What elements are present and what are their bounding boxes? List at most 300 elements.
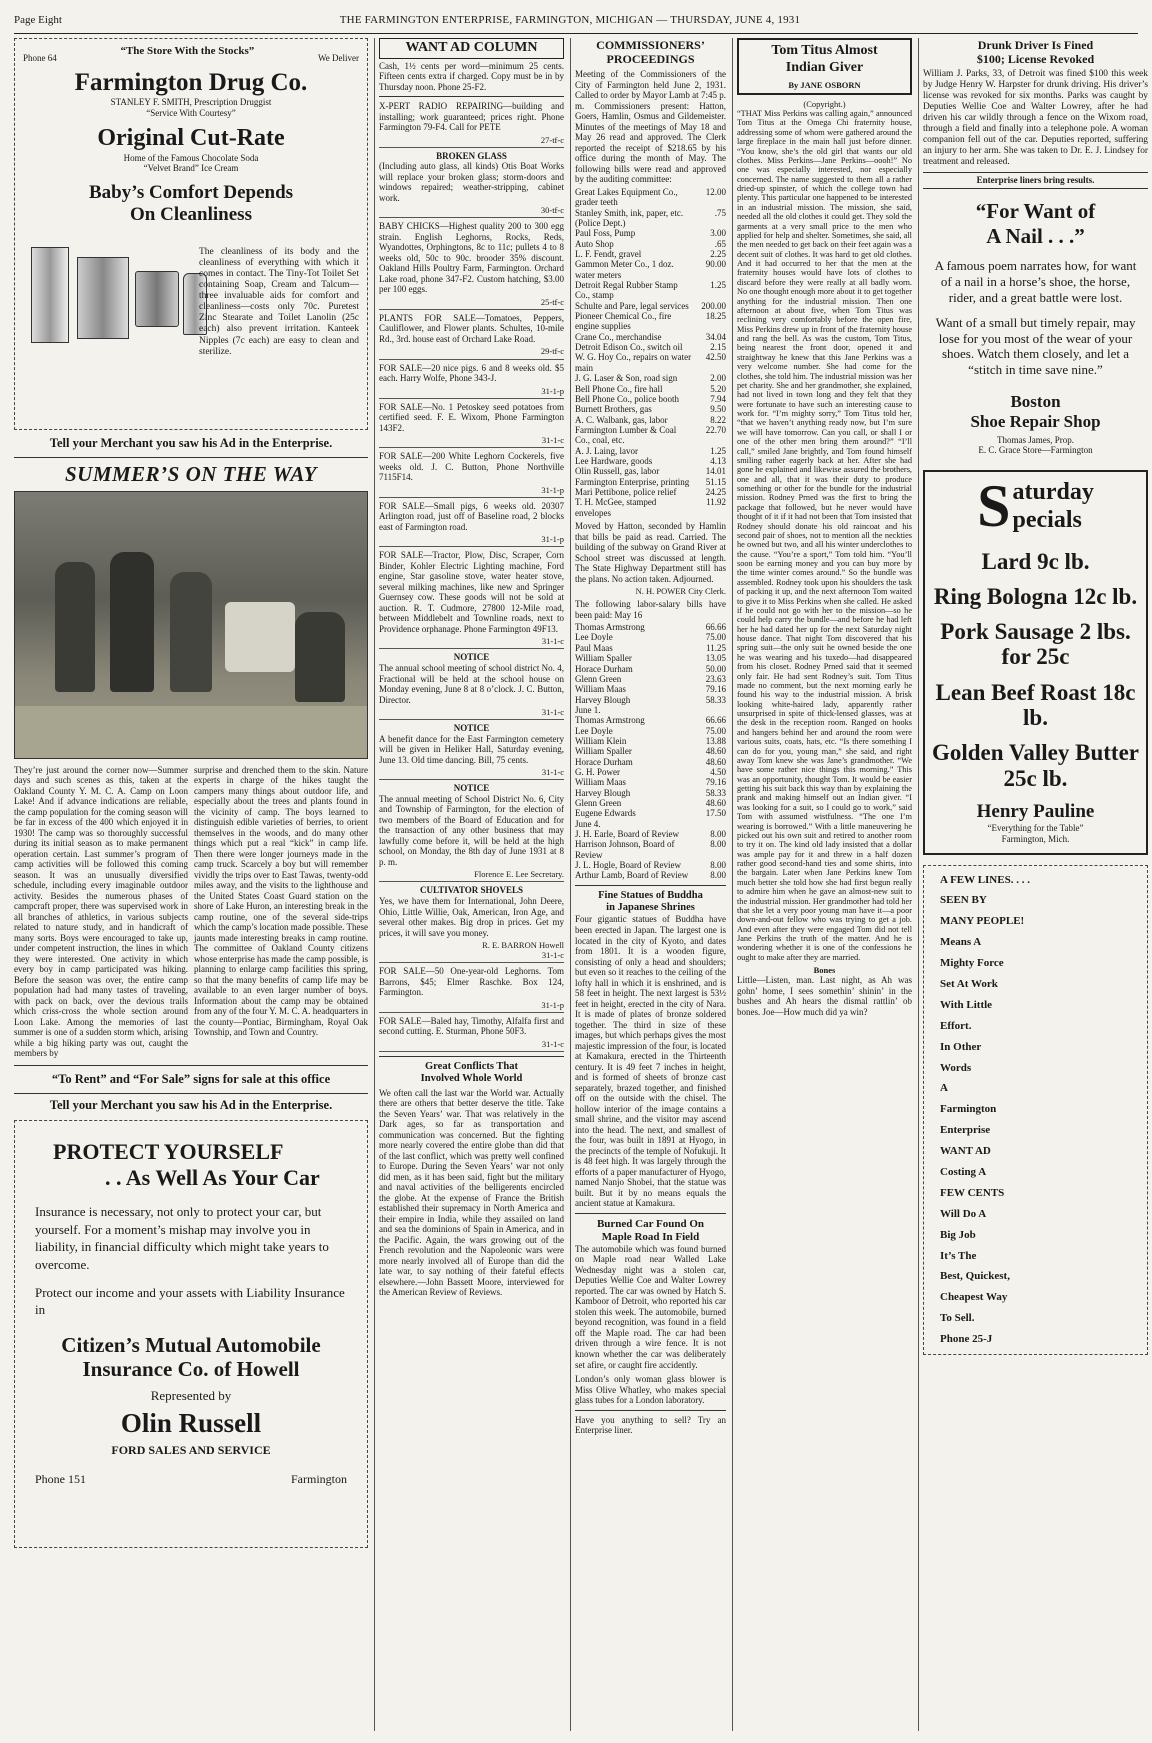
column-2-want-ads [374, 38, 564, 1731]
insurance-body-1: Insurance is necessary, not only to protect your car, but yourself. For a moment’s mishap may involve you in liability, in financial difficulty which might take years to overcome. [35, 1204, 329, 1272]
want-ad-code: 31-1-c [541, 636, 564, 647]
specials-title-2: pecials [1012, 507, 1082, 534]
ledger-row [575, 311, 726, 332]
bones-body: Little—Listen, man. Last night, as Ah was gohn’ home, I sees somethin’ shinin’ in the bushes and Ah hears the dismal rattlin’ ob bones. Joe—How much did ya win? [737, 975, 912, 1017]
drug-phone: Phone 64 [23, 53, 57, 63]
insurance-agent: Olin Russell [120, 1407, 262, 1438]
want-ad-item [379, 363, 564, 399]
ledger-item: Glenn Green [575, 797, 622, 808]
ledger-item: Crane Co., merchandise [575, 331, 662, 342]
ledger-row [575, 622, 726, 632]
ledger-item: L. F. Fendt, gravel [575, 249, 642, 260]
ledger-item: J. L. Hogle, Board of Review [575, 860, 681, 871]
toilet-set-box-image [77, 257, 129, 339]
insurance-rep: Represented by [150, 1388, 232, 1404]
ledger-row [575, 674, 726, 684]
ledger-amount: 7.94 [710, 393, 726, 404]
special-list [929, 549, 1142, 791]
ledger-row [575, 798, 726, 808]
drug-store-name: Farmington Drug Co. [74, 68, 308, 96]
want-ad-item [379, 221, 564, 310]
ledger-amount: 13.05 [705, 653, 726, 664]
drug-body: The cleanliness of its body and the cleanliness of everything with which it comes in contact. The Tiny-Tot Toilet Set containing Soap, Cream and Talcum—three invaluable aids for comfort and cleanliness—costs only 70c. Puretest Zinc Stearate and Toilet Lanolin (25c each) also prevent irritation. Kanteek Nipples (7c each) are easy to clean and sterilize. [199, 246, 359, 357]
ledger-row [575, 705, 726, 715]
ledger-amount: 9.50 [710, 404, 726, 415]
ledger-item: Detroit Edison Co., switch oil [575, 342, 683, 353]
ledger-item: Paul Maas [575, 642, 613, 653]
few-lines-item: WANT AD [940, 1145, 991, 1158]
summer-feature [14, 462, 368, 1061]
few-lines-item: Costing A [940, 1166, 987, 1179]
ledger-row [575, 788, 726, 798]
ledger-item: Great Lakes Equipment Co., grader teeth [575, 186, 678, 208]
page-number: Page Eight [14, 14, 62, 27]
drunk-driver-article [923, 38, 1148, 189]
insurance-headline-2: . . As Well As Your Car [105, 1165, 320, 1191]
ledger-row [575, 208, 726, 229]
ledger-row [575, 726, 726, 736]
want-ad-text: BABY CHICKS—Highest quality 200 to 300 egg strain. English Leghorns, Rocks, Reds, Wyandottes, Orphingtons, 8c to 11c; pullets 4 to 8 weeks old, 50c to 90c. brooder 35% discount. Oakland Hills Poultry Farm, Farmington. Orchard Lake road, phone 347-F2. Custom hatching, $3.00 per 100 eggs. [379, 221, 564, 295]
ledger-item: William Maas [575, 777, 626, 788]
ledger-row [575, 767, 726, 777]
want-ad-head: CULTIVATOR SHOVELS [420, 885, 523, 896]
want-ad-head: NOTICE [453, 723, 490, 734]
ledger-row [575, 373, 726, 383]
buddha-article [575, 890, 726, 1209]
ledger-item: Schulte and Pare, legal services [575, 300, 689, 311]
few-lines-item: Will Do A [940, 1207, 987, 1220]
drug-cut-rate: Original Cut-Rate [97, 125, 285, 152]
drug-tagline: “The Store With the Stocks” [120, 45, 255, 57]
ledger-amount: 8.00 [710, 870, 726, 881]
drug-motto: “Service With Courtesy” [146, 107, 236, 118]
want-ad-text: The annual meeting of School District No. 6, City and Township of Farmington, for the election of two members of the Board of Education and for the transaction of any other business that may lawfully come before it, will be held at the high school, on Monday, the 8th day of June 1931 at 8 p. m. [379, 793, 564, 867]
ledger-row [575, 746, 726, 756]
want-ad-code: 31-1-c [541, 707, 564, 718]
ledger-row [575, 394, 726, 404]
insurance-town: Farmington [291, 1471, 347, 1486]
nail-title-2: A Nail . . .” [986, 223, 1085, 248]
want-ad-text: Yes, we have them for International, John Deere, Ohio, Little Willie, Oak, American, Iron Age, and several other makes. Big drop in prices. Get my prices, it will save you money. [379, 896, 564, 938]
few-lines-item: In Other [940, 1040, 982, 1053]
ledger-amount: 8.00 [710, 829, 726, 839]
ledger-item: J. G. Laser & Son, road sign [575, 373, 678, 384]
nail-body-2: Want of a small but timely repair, may lose for you most of the wear of your shoes. Watch them closely, and let a “stitch in time save nine.” [935, 315, 1136, 378]
drug-store-ad [14, 38, 368, 430]
insurance-phone: Phone 151 [35, 1471, 86, 1486]
ledger-row [575, 228, 726, 238]
want-ad-code: 27-tf-c [540, 134, 564, 145]
want-ad-item [379, 1016, 564, 1052]
want-ad-code: 29-tf-c [540, 346, 564, 357]
drug-headline-1: Baby’s Comfort Depends [88, 181, 294, 203]
want-ad-head: BROKEN GLASS [436, 150, 507, 161]
special-item: Lean Beef Roast 18c lb. [935, 679, 1136, 731]
ledger-amount: 13.88 [705, 735, 726, 746]
want-ad-code: 31-1-c [541, 1038, 564, 1049]
ledger-amount: 5.20 [710, 383, 726, 394]
masthead [14, 12, 1138, 34]
ledger-amount: 66.66 [705, 715, 726, 726]
ledger-row [575, 695, 726, 705]
want-ad-rates: Cash, 1½ cents per word—minimum 25 cents. Fifteen cents extra if charged. Copy must be in by Thursday noon. Phone 25-F2. [379, 60, 564, 92]
ledger-amount: 18.25 [705, 311, 726, 322]
bill-list [575, 187, 726, 518]
ledger-item: Lee Doyle [575, 632, 613, 643]
drunk-body: William J. Parks, 33, of Detroit was fined $100 this week by Judge Henry W. Harpster for drunk driving. His driver’s license was revoked for six months. Parks was caught by Deputies Wellie Coe and Walter Lowrey, after he had driven his car wildly through a fence on the Wixom road, through a field and finally into a telephone pole. A woman companion fell out of the car. Deputies reported, suffering an injury to her arm. She was taken to Dr. E. J. Lindsey for treatment and released. [923, 69, 1148, 168]
ledger-row [575, 664, 726, 674]
want-ad-head: NOTICE [453, 783, 490, 794]
burned-car-article [575, 1218, 726, 1436]
ledger-row [575, 352, 726, 373]
ledger-amount: 12.00 [705, 186, 726, 197]
story-byline: By JANE OSBORN [788, 80, 861, 91]
few-lines-item: Effort. [940, 1019, 972, 1032]
ledger-amount: 8.22 [710, 414, 726, 425]
ledger-amount: 58.33 [705, 694, 726, 705]
shop-name-2: Shoe Repair Shop [970, 411, 1101, 431]
ledger-item: Olin Russell, gas, labor [575, 466, 660, 477]
few-lines-item: A FEW LINES. . . . [940, 873, 1030, 886]
ledger-row [575, 715, 726, 725]
ledger-item: Detroit Regal Rubber Stamp Co., stamp [575, 280, 678, 301]
commissioners-sign: N. H. POWER City Clerk. [635, 586, 726, 597]
ledger-item: Mari Pettibone, police relief [575, 486, 677, 497]
ledger-item: Lee Hardware, goods [575, 455, 653, 466]
liners-note: Enterprise liners bring results. [923, 172, 1148, 189]
want-ad-code: 31-1-c [541, 767, 564, 778]
ledger-amount: 4.50 [710, 766, 726, 777]
ledger-amount: 42.50 [705, 352, 726, 363]
soap-tin-image [135, 271, 179, 327]
ledger-item: Auto Shop [575, 238, 614, 249]
ledger-amount: 2.15 [710, 342, 726, 353]
ledger-item: Harvey Blough [575, 694, 631, 705]
saturday-specials-ad [923, 470, 1148, 855]
ledger-row [575, 466, 726, 476]
ledger-amount: 48.60 [705, 797, 726, 808]
want-ad-item [379, 151, 564, 219]
want-ad-text: FOR SALE—Small pigs, 6 weeks old. 20307 Arlington road, just off of Baseline road, 2 blocks east of Farmington road. [379, 500, 564, 532]
ledger-amount: 23.63 [705, 673, 726, 684]
ledger-amount: 48.60 [705, 756, 726, 767]
ledger-row [575, 477, 726, 487]
drunk-title-1: Drunk Driver Is Fined [977, 38, 1094, 52]
ledger-item: A. J. Laing, lavor [575, 445, 638, 456]
shoe-repair-ad [923, 199, 1148, 456]
few-lines-item: MANY PEOPLE! [940, 915, 1025, 928]
ledger-item: Arthur Lamb, Board of Review [575, 870, 689, 881]
specials-drop-cap: S [977, 473, 1011, 540]
ledger-row [575, 777, 726, 787]
special-item: Golden Valley Butter 25c lb. [931, 740, 1139, 791]
ledger-row [575, 187, 726, 208]
ledger-row [575, 487, 726, 497]
ledger-item: Farmington Lumber & Coal Co., coal, etc. [575, 424, 677, 446]
few-lines-item: Farmington [940, 1103, 997, 1116]
camp-photo [14, 491, 368, 759]
sell-note: Have you anything to sell? Try an Enterprise liner. [575, 1414, 726, 1436]
ledger-item: W. G. Hoy Co., repairs on water main [575, 352, 692, 373]
conflicts-article [379, 1061, 564, 1298]
want-ad-list [379, 101, 564, 1052]
want-ad-item [379, 451, 564, 498]
ledger-item: June 1. [575, 704, 601, 715]
ledger-row [575, 404, 726, 414]
ledger-item: Horace Durham [575, 756, 633, 767]
ledger-item: Lee Doyle [575, 725, 613, 736]
ledger-row [575, 259, 726, 280]
buddha-title-2: in Japanese Shrines [606, 902, 695, 914]
ledger-amount: 22.70 [705, 424, 726, 435]
ledger-item: William Spaller [575, 653, 632, 664]
want-ad-text: The annual school meeting of school district No. 4, Fractional will be held at the school house on Monday evening, June 8 at 8 o’clock. J. C. Button, Director. [379, 662, 564, 705]
want-ad-sign: Florence E. Lee Secretary. [474, 869, 564, 880]
ledger-row [575, 446, 726, 456]
want-ad-sign: R. E. BARRON Howell [482, 940, 564, 951]
few-lines-item: SEEN BY [940, 894, 987, 907]
ledger-item: Gammon Meter Co., 1 doz. water meters [575, 259, 674, 280]
ledger-amount: 8.00 [710, 860, 726, 871]
ledger-amount: 24.25 [705, 486, 726, 497]
ledger-amount: 2.00 [710, 373, 726, 384]
conflicts-title-2: Involved Whole World [420, 1073, 523, 1085]
ledger-row [575, 301, 726, 311]
commissioners-moved: Moved by Hatton, seconded by Hamlin that bills be paid as read. Carried. The building of the subway on Grand River at School street was discussed at length. The State Highway Department still has the plans. No action taken. Adjourned. [575, 520, 726, 584]
insurance-body-2: Protect our income and your assets with Liability Insurance in [35, 1284, 345, 1318]
ledger-amount: 17.50 [705, 808, 726, 819]
ledger-amount: 66.66 [705, 622, 726, 633]
ledger-amount: 11.25 [706, 642, 726, 653]
ledger-row [575, 860, 726, 870]
few-lines-item: A [940, 1082, 948, 1095]
ledger-item: Harvey Blough [575, 787, 631, 798]
ledger-amount [692, 819, 726, 829]
ledger-amount: 79.16 [705, 777, 726, 788]
bones-title: Bones [813, 965, 836, 976]
burned-body: The automobile which was found burned on Maple road near Walled Lake Wednesday night was a stolen car, Deputies Wellie Coe and Walter Lowrey reported. The car was owned by Hatch S. Kamboor of Detroit, who reported his car stolen this week. The automobile, burned beyond recognition, was found in a field off the Maple road. The car had been driven through a wire fence. It is not known whether the car was deliberately set afire, or caught fire accidently. [575, 1243, 726, 1370]
ledger-item: William Klein [575, 735, 627, 746]
few-lines-list [940, 870, 1131, 1350]
summer-headline: SUMMER’S ON THE WAY [64, 461, 318, 486]
insurance-company-2: Insurance Co. of Howell [82, 1357, 300, 1382]
shop-address: E. C. Grace Store—Farmington [978, 445, 1093, 456]
insurance-headline-1: PROTECT YOURSELF [53, 1139, 284, 1165]
want-ad-text: FOR SALE—No. 1 Petoskey seed potatoes from certified seed. F. E. Wixom, Phone Farmington 143F2. [379, 401, 564, 433]
few-lines-item: Phone 25-J [940, 1333, 993, 1346]
ledger-item: Thomas Armstrong [575, 622, 645, 633]
want-ad-item [379, 723, 564, 780]
few-lines-item: FEW CENTS [940, 1186, 1005, 1199]
ledger-amount: 51.15 [705, 476, 726, 487]
insurance-company-1: Citizen’s Mutual Automobile [61, 1332, 321, 1357]
want-ad-item [379, 652, 564, 720]
drug-velvet: “Velvet Brand” Ice Cream [143, 163, 239, 174]
few-lines-item: Cheapest Way [940, 1291, 1008, 1304]
nail-body-1: A famous poem narrates how, for want of a nail in a horse’s shoe, the horse, rider, and a great battle were lost. [934, 258, 1137, 305]
few-lines-item: Enterprise [940, 1124, 991, 1137]
want-ad-text: X-PERT RADIO REPAIRING—building and installing; work guaranteed; prices right. Phone Farmington 79-F4. Call for PETE [379, 101, 564, 133]
ledger-row [575, 870, 726, 880]
burned-title-2: Maple Road In Field [601, 1230, 700, 1243]
paper-dateline: THE FARMINGTON ENTERPRISE, FARMINGTON, MICHIGAN — THURSDAY, JUNE 4, 1931 [339, 14, 801, 27]
want-ad-code: 25-tf-c [540, 296, 564, 307]
ledger-item: Glenn Green [575, 673, 622, 684]
london-note: London’s only woman glass blower is Miss Olive Whatley, who makes special glass tubes for a London laboratory. [575, 1374, 726, 1406]
few-lines-item: Best, Quickest, [940, 1270, 1010, 1283]
ledger-row [575, 819, 726, 829]
ledger-amount: 58.33 [705, 787, 726, 798]
few-lines-item: It’s The [940, 1249, 977, 1262]
ledger-row [575, 384, 726, 394]
ledger-row [575, 653, 726, 663]
ledger-amount: 50.00 [705, 663, 726, 674]
want-ad-text: FOR SALE—Baled hay, Timothy, Alfalfa first and second cutting. E. Sturman, Phone 50F3. [379, 1015, 564, 1037]
few-lines-item: Means A [940, 936, 982, 949]
summer-body-1: They’re just around the corner now—Summer days and such scenes as this, taken at the Oakland County Y. M. C. A. Camp on Loon Lake! And if advance indications are reliable, the camp population for the coming season will be far in excess of the 400 which enjoyed it in 1930! The camp was so thoroughly successful during its initial season as to make permanent operation certain. Last summer’s program of camp activities will be followed this coming season. It was an unusually diversified schedule, including every imaginable outdoor activity. Besides the numerous phases of campcraft proper, there was supervised work in all branches of athletics, in various subjects related to nature study, and in handicraft of many sorts. Boys were encouraged to take up, under competent instruction, the lines in which they were interested. One activity in which every boy in camp participated was hiking. Before the season was over, the entire camp population had had many tastes of traveling, with pack on back, over the devious trails which criss-cross the whole section around Loon Lake. Among the memories of last summer is one of a sudden storm which, arising while a big hiking party was out, caught the members by [14, 764, 188, 1059]
ledger-row [575, 280, 726, 301]
want-ad-text: FOR SALE—200 White Leghorn Cockerels, five weeks old. J. C. Button, Phone Northville 7115F14. [379, 451, 564, 483]
ledger-item: Bell Phone Co., fire hall [575, 383, 663, 394]
specials-title-1: aturday [1012, 478, 1094, 505]
few-lines-item: To Sell. [940, 1312, 975, 1325]
buddha-title-1: Fine Statues of Buddha [598, 889, 703, 901]
ledger-item: J. H. Earle, Board of Review [575, 829, 679, 839]
special-item: Pork Sausage 2 lbs. for 25c [940, 619, 1131, 670]
ledger-item: Paul Foss, Pump [575, 228, 636, 239]
shop-name-1: Boston [1010, 391, 1061, 411]
few-lines-ad [923, 865, 1148, 1355]
want-ad-code: 31-1-c [541, 950, 564, 961]
insurance-sales: FORD SALES AND SERVICE [111, 1443, 271, 1458]
ledger-row [575, 332, 726, 342]
talcum-tube-image [31, 247, 69, 343]
specials-store: Henry Pauline [976, 800, 1095, 822]
ledger-item: Eugene Edwards [575, 808, 636, 819]
want-ad-item [379, 101, 564, 148]
column-1 [14, 38, 368, 1731]
want-ad-item [379, 313, 564, 360]
ledger-item: Harrison Johnson, Board of Review [575, 839, 675, 860]
ledger-item: A. C. Walbank, gas, labor [575, 414, 668, 425]
ledger-amount: .65 [714, 238, 726, 249]
ledger-amount [692, 705, 726, 715]
specials-town: Farmington, Mich. [1001, 833, 1070, 844]
ledger-amount: 1.25 [710, 280, 726, 291]
want-ad-code: 31-1-p [541, 534, 564, 545]
want-ad-item [379, 501, 564, 548]
few-lines-item: Words [940, 1061, 972, 1074]
ledger-item: Burnett Brothers, gas [575, 404, 652, 415]
drunk-title-2: $100; License Revoked [976, 52, 1095, 67]
column-5 [918, 38, 1148, 1731]
ledger-row [575, 632, 726, 642]
drug-home-of: Home of the Famous Chocolate Soda [123, 152, 259, 163]
ledger-row [575, 684, 726, 694]
ledger-row [575, 415, 726, 425]
ledger-amount: 8.00 [710, 839, 726, 850]
ledger-row [575, 342, 726, 352]
story-title-2: Indian Giver [785, 59, 864, 75]
ledger-row [575, 456, 726, 466]
want-ad-item [379, 783, 564, 882]
ledger-amount: 48.60 [705, 746, 726, 757]
commissioners-title-2: PROCEEDINGS [606, 52, 695, 67]
ledger-amount: 3.00 [710, 228, 726, 239]
commissioners-title-1: COMMISSIONERS’ [596, 38, 705, 52]
story-title-box [737, 38, 912, 95]
column-4-story [732, 38, 912, 1731]
ledger-amount: 14.01 [705, 466, 726, 477]
want-ad-code: 31-1-p [541, 385, 564, 396]
ledger-item: Pioneer Chemical Co., fire engine supplies [575, 311, 672, 332]
burned-title-1: Burned Car Found On [596, 1217, 705, 1230]
ledger-amount: 11.92 [706, 497, 726, 508]
specials-slogan: “Everything for the Table” [987, 823, 1084, 834]
drug-deliver: We Deliver [317, 53, 359, 63]
insurance-ad [14, 1120, 368, 1548]
ledger-amount: .75 [714, 207, 726, 218]
labor-list [575, 622, 726, 881]
tell-merchant-1: Tell your Merchant you saw his Ad in the Enterprise. [49, 436, 333, 450]
few-lines-item: Big Job [940, 1228, 976, 1241]
few-lines-item: Mighty Force [940, 957, 1004, 970]
ledger-item: G. H. Power [575, 766, 620, 777]
special-item: Ring Bologna 12c lb. [933, 583, 1138, 609]
ledger-item: Bell Phone Co., police booth [575, 393, 679, 404]
ledger-amount: 90.00 [705, 259, 726, 270]
story-title-1: Tom Titus Almost [771, 43, 878, 58]
ledger-item: Stanley Smith, ink, paper, etc. (Police Dept.) [575, 207, 684, 229]
conflicts-body: We often call the last war the World war. Actually there are others that better deserve the title. Take the Seven Years’ war. That was relatively in the Dark ages, so far as transportation and communication was concerned. But the fighting more nearly covered the entire globe than did that of the last conflict, which was pretty well confined to Europe. During the Seven Years’ war not only did men, as it has been said, fight but the military and naval activities of the belligerents encircled the globe. At the expense of France the British established their supremacy in North America and their empire in India, while they assailed on land and sea the dominions of Spain in America, and in the Pacific. Again, the wars growing out of the French revolution and the Napoleonic wars were more nearly involved all of Europe than did the late war, to say nothing of their fateful effects elsewhere.—John Bassett Moore, interviewed for the American Review of Reviews. [379, 1087, 564, 1298]
ledger-row [575, 497, 726, 518]
ledger-row [575, 829, 726, 839]
want-ad-text: FOR SALE—50 One-year-old Leghorns. Tom Barrons, $45; Elmer Raschke. Box 124, Farmington. [379, 966, 564, 998]
buddha-body: Four gigantic statues of Buddha have been erected in Japan. The largest one is located in the city of Kyoto, and dates from 1801. It is a wooden figure, consisting of only a head and shoulders; but even so it reaches to the ceiling of the lofty hall in which it is enshrined, and is 58 feet in height. The next largest is 53½ feet in height, erected in the city of Nara. It is made of plates of bronze soldered together. The third in size of these images, but which perhaps gives the most majestic impression of the four, is located at Kamakura, erected in the Thirteenth century. It is 49 feet 7 inches in height, and is formed of sheets of bronze cast separately, brazed together, and finished off on the outside with the chisel. The hollow interior of the image contains a small shrine, and the visitor may ascend into the head. The next, and smallest of the four, was built in 1891 at Hyogo, in the precincts of the temple of Nofukuji. It is 48 feet high. It was largely through the efforts of a paper manufacturer of Hyogo, named Nanjo Shobei, that the statue was built. But it by no means equals the ancient statue at Kamakura. [575, 914, 726, 1209]
want-ad-code: 31-1-c [541, 435, 564, 446]
ledger-amount: 75.00 [705, 725, 726, 736]
want-ad-text: A benefit dance for the East Farmington cemetery will be given in Heliker Hall, Saturday evening, June 13. Old time dancing. Bill, 75 cents. [379, 733, 564, 765]
want-ad-item [379, 402, 564, 449]
product-illustration [23, 233, 359, 393]
ledger-amount: 79.16 [705, 684, 726, 695]
want-ad-code: 31-1-p [541, 484, 564, 495]
column-3-commissioners [570, 38, 726, 1731]
tell-merchant-2: Tell your Merchant you saw his Ad in the Enterprise. [49, 1097, 333, 1112]
ledger-row [575, 249, 726, 259]
want-ad-text: PLANTS FOR SALE—Tomatoes, Peppers, Cauliflower, and Flower plants. Schultes, 10-mile Rd., 3rd. house east of Orchard Lake Road. [379, 312, 564, 344]
ledger-item: Horace Durham [575, 663, 633, 674]
conflicts-title-1: Great Conflicts That [425, 1060, 518, 1072]
ledger-row [575, 808, 726, 818]
nail-title-1: “For Want of [975, 198, 1096, 223]
ledger-item: Farmington Enterprise, printing [575, 476, 690, 487]
story-body: “THAT Miss Perkins was calling again,” announced Tom Titus at the Omega Chi fraternity house, addressing some of whom were gathered around the large fireplace in the main hall just before dinner. “You know, she’s the old girl that wants our old clothes. Miss Perkins—Jane Perkins—oooh!” No one was especially interested, nor especially concerned. The name suggested to them all a rather dried-up spinster, of which the college town had plenty. This particular one happened to be interested in an industrial mission. The mission, she said, needed all the old clothes it could get. They sold the garments at a very small price to the men who applied for help and shelter. Sometimes, she said, all the men needed to get back on their feet again was a decent suit of clothes. It was hard to get old clothes. And it had occurred to her that the men at the fraternity houses would have lots of clothes to discard before they were really at all badly worn. No one thought enough more about it to get together anything for the industrial mission. Then one afternoon at about five, when Tom Titus was reclining very comfortably before the open fire, Miss Perkins drew up in front of the fraternity house and rang the bell. As was the custom, Tom Titus, being nearest the front door, opened it and straightway he knew that this Jane Perkins was a very welcome number. She had come for the clothes, she told him. The industrial mission was her pet charity. She and her grandmother, she explained, had not lived in town long and they felt that they were fortunate to have such an interesting cause to work for. “I’m mighty sorry,” Tom Titus told her, “that we haven’t anything ready now, but I’m sure we will have tomorrow. Can you call, or shall I or one of the other men bring them around?” “I’ll call,” smiled Jane brightly, and Tom found himself smiling rather eagerly back at her. After she had gone he explained and likewise assured the brothers, one and all, that it was their duty to produce something or other for the bundle for the industrial mission. Rodney Prned was the first to bring the package that followed, but he never would have thought of it if it had not been that Tom insisted that Rodney should donate his old raincoat and his second pair of shoes, not to mention all the neckties he owned but two, and all his winter underclothes to the cause. “You’re a sport,” Tom told him. “You’ll soon be earning money and you can buy more by the time winter comes around.” So the bundle was assembled. Rodney took upon his shoulders the task of packing it up, and the next afternoon Tom waited to give it to Miss Perkins when she called. He asked if he could not go with her to the mission—so he could help carry the bundle—and before he had left her he had dated her up for the next Saturday night house dance. That night Tom discovered that his spring suit—the only suit he owned beside the one he was wearing and his tuxedo—had disappeared from his closet. Rodney Prned said that it seemed only fair. He had sent Rodney’s suit. Tom Titus made no comment, but the next morning early he found his way to the industrial mission. A brisk looking white-haired lady, apparently rather unsurprised in spite of thick-lensed glasses, was at the desk in the reception room. Ranged on hooks and hangers behind her and around the room were various suits, coats, hats, etc. “Is there something I can do for you, young man,” she said, and right away Tom knew she was Jane’s grandmother. “We have some rather nice things this morning.” This was an opportunity, thought Tom. It would be easier getting his suit back this way than by explaining the prank and making himself out an Indian giver. “I was looking for a suit, so I could go to work,” said Tom with assumed wistfulness. “The one I’m wearing is borrowed.” With a little maneuvering he picked out his own suit and retired to another room to try it on. The kind old lady insisted that a dollar was ample pay for it and threw in a half dozen rather good second-hand ties and some shirts, into the bargain. Later when Jane Perkins knew Tom much better she told how she had first begun really to admire him when he gave an almost-new suit to the industrial mission. Her grandmother had told her that she let a very poor young man have it—a poor down-and-out fellow who was trying to get a job. And even after they were engaged Tom did not tell Jane Perkins the truth of the matter. And he is wondering whether it is one of the confessions he ought to make after they are married. [737, 109, 912, 962]
ledger-item: William Spaller [575, 746, 632, 757]
want-ad-code: 30-tf-c [540, 205, 564, 216]
want-ad-head: NOTICE [453, 652, 490, 663]
ledger-item: T. H. McGee, stamped envelopes [575, 497, 657, 518]
ledger-amount: 1.25 [710, 445, 726, 456]
ledger-row [575, 736, 726, 746]
ledger-amount: 34.04 [705, 331, 726, 342]
want-ad-item [379, 885, 564, 963]
few-lines-item: With Little [940, 998, 993, 1011]
ledger-amount: 75.00 [705, 632, 726, 643]
labor-intro: The following labor-salary bills have been paid: May 16 [575, 599, 726, 620]
ledger-row [575, 757, 726, 767]
ledger-item: William Maas [575, 684, 626, 695]
